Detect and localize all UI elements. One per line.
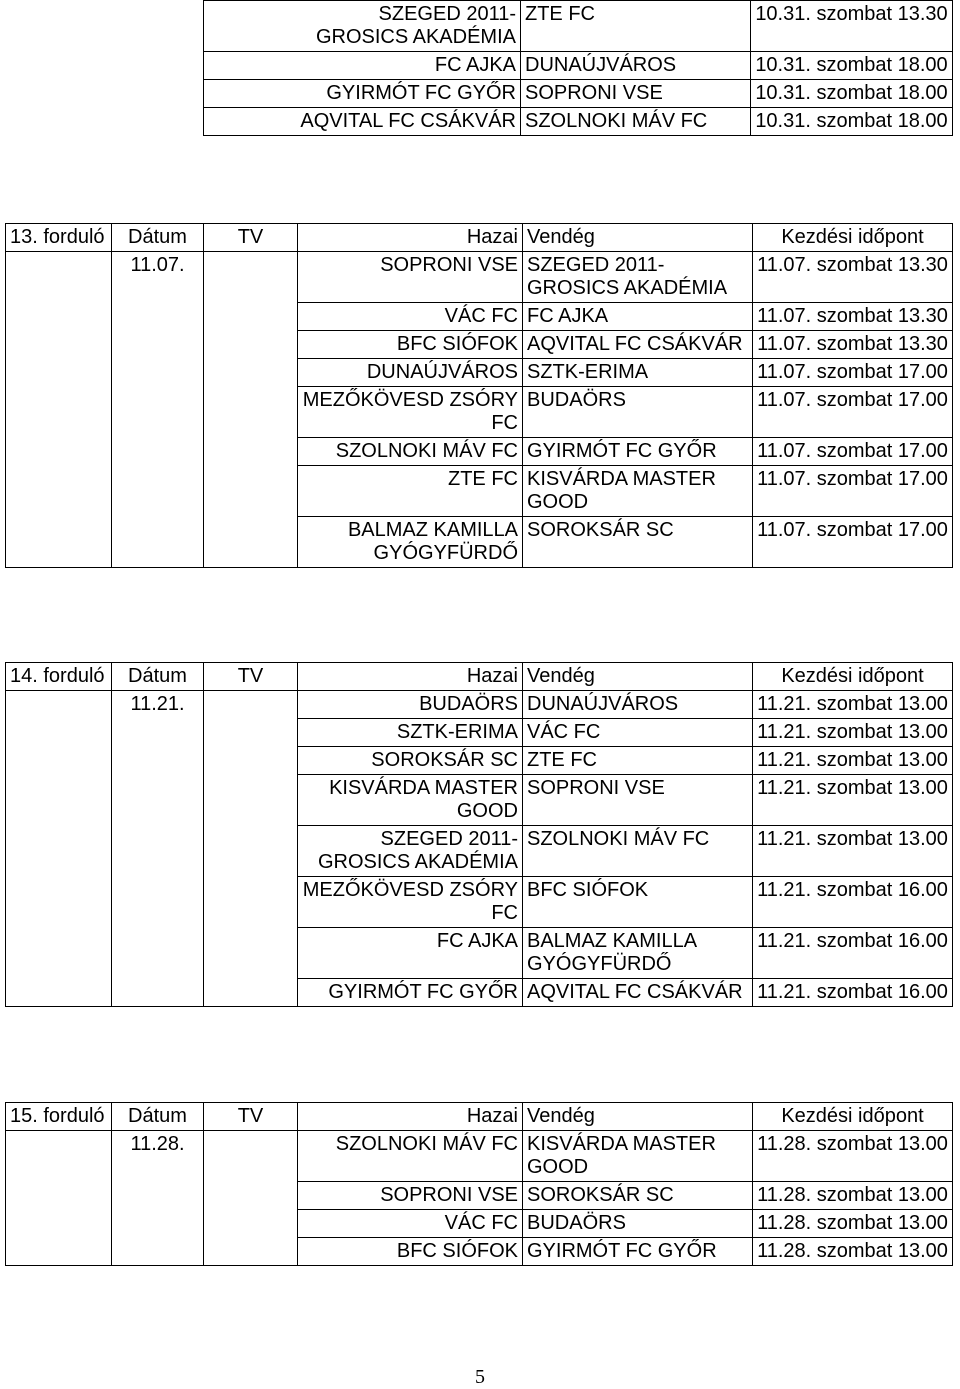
home-team-line: SOROKSÁR SC xyxy=(371,749,518,771)
round-14-table xyxy=(5,662,953,1007)
away-team-line: DUNAÚJVÁROS xyxy=(527,693,679,715)
kickoff-time: 11.07. szombat 17.00 xyxy=(753,387,953,438)
home-header: Hazai xyxy=(298,224,523,252)
home-team xyxy=(298,303,523,331)
home-team-line: SZEGED 2011- xyxy=(380,828,518,850)
kickoff-time: 11.21. szombat 16.00 xyxy=(753,928,953,979)
kickoff-time: 11.21. szombat 13.00 xyxy=(753,747,953,775)
table-row xyxy=(204,108,953,136)
home-team xyxy=(298,877,523,928)
round-15-table xyxy=(5,1102,953,1266)
home-team xyxy=(298,1238,523,1266)
away-team-line: VÁC FC xyxy=(527,721,601,743)
home-team xyxy=(204,108,521,136)
home-team xyxy=(298,252,523,303)
home-team-line: GROSICS AKADÉMIA xyxy=(317,851,518,873)
home-team xyxy=(298,1131,523,1182)
away-header: Vendég xyxy=(523,1103,753,1131)
date-header: Dátum xyxy=(112,224,204,252)
away-team-line: AQVITAL FC CSÁKVÁR xyxy=(527,333,743,355)
table-row xyxy=(6,691,953,719)
away-team-line: BFC SIÓFOK xyxy=(527,879,649,901)
kickoff-time: 10.31. szombat 13.30 xyxy=(751,1,953,52)
home-team xyxy=(298,928,523,979)
away-team xyxy=(523,387,753,438)
kickoff-time: 11.07. szombat 17.00 xyxy=(753,466,953,517)
home-team-line: BALMAZ KAMILLA xyxy=(347,519,518,541)
away-team xyxy=(521,1,751,52)
away-team xyxy=(523,517,753,568)
home-team xyxy=(298,1210,523,1238)
home-team-line: SOPRONI VSE xyxy=(380,1184,518,1206)
home-team xyxy=(204,80,521,108)
away-team-line: SOPRONI VSE xyxy=(525,82,663,104)
match-date: 11.21. xyxy=(112,691,204,1007)
home-team-line: SZTK-ERIMA xyxy=(396,721,518,743)
home-team-line: GYIRMÓT FC GYŐR xyxy=(328,981,518,1003)
away-team xyxy=(523,747,753,775)
kickoff-time: 11.21. szombat 13.00 xyxy=(753,775,953,826)
away-team xyxy=(521,108,751,136)
away-team-line: SOROKSÁR SC xyxy=(527,1184,674,1206)
round-14-body xyxy=(6,663,953,1007)
home-team-line: ZTE FC xyxy=(448,468,518,490)
home-team-line: GYÓGYFÜRDŐ xyxy=(373,542,518,564)
round-label: 14. forduló xyxy=(6,663,112,691)
header-row xyxy=(6,1103,953,1131)
away-team xyxy=(523,775,753,826)
round-15-body xyxy=(6,1103,953,1266)
home-team-line: BFC SIÓFOK xyxy=(396,333,518,355)
round-13-table xyxy=(5,223,953,568)
schedule-table-continued xyxy=(203,0,953,136)
home-team-line: SZEGED 2011- xyxy=(378,3,516,25)
home-team-line: SZOLNOKI MÁV FC xyxy=(335,440,518,462)
kickoff-time: 11.07. szombat 13.30 xyxy=(753,331,953,359)
away-team-line: KISVÁRDA MASTER xyxy=(527,468,716,490)
kickoff-header: Kezdési időpont xyxy=(753,224,953,252)
away-team xyxy=(523,1210,753,1238)
away-team xyxy=(523,331,753,359)
away-team-line: BUDAÖRS xyxy=(527,1212,626,1234)
tv-cell xyxy=(204,691,298,1007)
away-team xyxy=(521,52,751,80)
away-header: Vendég xyxy=(523,224,753,252)
home-team xyxy=(298,331,523,359)
kickoff-time: 11.21. szombat 16.00 xyxy=(753,877,953,928)
home-team-line: BFC SIÓFOK xyxy=(396,1240,518,1262)
home-team-line: SOPRONI VSE xyxy=(380,254,518,276)
away-team xyxy=(521,80,751,108)
away-team-line: SZOLNOKI MÁV FC xyxy=(525,110,708,132)
away-team xyxy=(523,303,753,331)
home-team-line: BUDAÖRS xyxy=(419,693,518,715)
home-team-line: SZOLNOKI MÁV FC xyxy=(335,1133,518,1155)
away-team xyxy=(523,1182,753,1210)
away-team xyxy=(523,466,753,517)
home-header: Hazai xyxy=(298,1103,523,1131)
away-team xyxy=(523,979,753,1007)
home-team xyxy=(298,775,523,826)
round-cell xyxy=(6,252,112,568)
home-team xyxy=(204,52,521,80)
home-team xyxy=(298,466,523,517)
tv-header: TV xyxy=(204,1103,298,1131)
away-team-line: KISVÁRDA MASTER xyxy=(527,1133,716,1155)
kickoff-time: 11.21. szombat 13.00 xyxy=(753,719,953,747)
home-team-line: MEZŐKÖVESD ZSÓRY xyxy=(302,389,518,411)
kickoff-time: 11.28. szombat 13.00 xyxy=(753,1238,953,1266)
home-team xyxy=(298,691,523,719)
home-team-line: FC xyxy=(491,902,518,924)
home-team-line: DUNAÚJVÁROS xyxy=(366,361,518,383)
kickoff-time: 11.21. szombat 13.00 xyxy=(753,826,953,877)
kickoff-time: 10.31. szombat 18.00 xyxy=(751,108,953,136)
away-team xyxy=(523,691,753,719)
away-team-line: SZTK-ERIMA xyxy=(527,361,649,383)
round-13-body xyxy=(6,224,953,568)
home-team-line: GROSICS AKADÉMIA xyxy=(315,26,516,48)
away-team xyxy=(523,1131,753,1182)
away-team-line: GOOD xyxy=(527,1156,589,1178)
home-team-line: KISVÁRDA MASTER xyxy=(329,777,518,799)
away-team-line: SOROKSÁR SC xyxy=(527,519,674,541)
kickoff-time: 11.07. szombat 17.00 xyxy=(753,438,953,466)
home-team xyxy=(204,1,521,52)
away-team-line: GYÓGYFÜRDŐ xyxy=(527,953,672,975)
kickoff-time: 11.07. szombat 13.30 xyxy=(753,252,953,303)
away-team xyxy=(523,719,753,747)
kickoff-time: 11.28. szombat 13.00 xyxy=(753,1131,953,1182)
home-team xyxy=(298,387,523,438)
table-row xyxy=(6,1131,953,1182)
tv-header: TV xyxy=(204,663,298,691)
home-team xyxy=(298,826,523,877)
home-team-line: GOOD xyxy=(456,800,518,822)
header-row xyxy=(6,224,953,252)
home-team xyxy=(298,438,523,466)
away-team-line: GYIRMÓT FC GYŐR xyxy=(527,440,717,462)
tv-cell xyxy=(204,1131,298,1266)
away-team-line: SZOLNOKI MÁV FC xyxy=(527,828,710,850)
home-team-line: FC AJKA xyxy=(434,54,516,76)
table-row xyxy=(204,80,953,108)
away-team-line: BUDAÖRS xyxy=(527,389,626,411)
kickoff-time: 11.07. szombat 13.30 xyxy=(753,303,953,331)
home-team-line: FC xyxy=(491,412,518,434)
kickoff-header: Kezdési időpont xyxy=(753,663,953,691)
home-team-line: GYIRMÓT FC GYŐR xyxy=(326,82,516,104)
home-team-line: FC AJKA xyxy=(436,930,518,952)
kickoff-time: 11.21. szombat 16.00 xyxy=(753,979,953,1007)
kickoff-time: 11.28. szombat 13.00 xyxy=(753,1182,953,1210)
away-team-line: BALMAZ KAMILLA xyxy=(527,930,698,952)
away-team-line: DUNAÚJVÁROS xyxy=(525,54,677,76)
away-team-line: ZTE FC xyxy=(525,3,595,25)
kickoff-time: 11.28. szombat 13.00 xyxy=(753,1210,953,1238)
home-team xyxy=(298,359,523,387)
kickoff-time: 10.31. szombat 18.00 xyxy=(751,80,953,108)
match-date: 11.28. xyxy=(112,1131,204,1266)
away-team-line: GROSICS AKADÉMIA xyxy=(527,277,728,299)
away-team xyxy=(523,252,753,303)
home-team xyxy=(298,719,523,747)
away-team xyxy=(523,826,753,877)
away-team-line: GYIRMÓT FC GYŐR xyxy=(527,1240,717,1262)
away-team xyxy=(523,1238,753,1266)
home-header: Hazai xyxy=(298,663,523,691)
round-label: 13. forduló xyxy=(6,224,112,252)
header-row xyxy=(6,663,953,691)
away-team-line: SZEGED 2011- xyxy=(527,254,665,276)
round-cell xyxy=(6,691,112,1007)
tv-header: TV xyxy=(204,224,298,252)
away-team-line: AQVITAL FC CSÁKVÁR xyxy=(527,981,743,1003)
table-row xyxy=(204,52,953,80)
away-team xyxy=(523,438,753,466)
away-team xyxy=(523,928,753,979)
kickoff-time: 10.31. szombat 18.00 xyxy=(751,52,953,80)
round-label: 15. forduló xyxy=(6,1103,112,1131)
home-team xyxy=(298,517,523,568)
page-number: 5 xyxy=(475,1366,485,1388)
tv-cell xyxy=(204,252,298,568)
home-team-line: MEZŐKÖVESD ZSÓRY xyxy=(302,879,518,901)
away-team xyxy=(523,877,753,928)
away-header: Vendég xyxy=(523,663,753,691)
home-team-line: VÁC FC xyxy=(444,305,518,327)
date-header: Dátum xyxy=(112,663,204,691)
schedule-body xyxy=(204,1,953,136)
round-cell xyxy=(6,1131,112,1266)
date-header: Dátum xyxy=(112,1103,204,1131)
away-team xyxy=(523,359,753,387)
home-team-line: AQVITAL FC CSÁKVÁR xyxy=(300,110,516,132)
away-team-line: ZTE FC xyxy=(527,749,597,771)
table-row xyxy=(204,1,953,52)
home-team-line: VÁC FC xyxy=(444,1212,518,1234)
table-row xyxy=(6,252,953,303)
kickoff-time: 11.07. szombat 17.00 xyxy=(753,359,953,387)
away-team-line: GOOD xyxy=(527,491,589,513)
home-team xyxy=(298,747,523,775)
kickoff-header: Kezdési időpont xyxy=(753,1103,953,1131)
away-team-line: SOPRONI VSE xyxy=(527,777,665,799)
home-team xyxy=(298,1182,523,1210)
kickoff-time: 11.07. szombat 17.00 xyxy=(753,517,953,568)
kickoff-time: 11.21. szombat 13.00 xyxy=(753,691,953,719)
away-team-line: FC AJKA xyxy=(527,305,609,327)
home-team xyxy=(298,979,523,1007)
match-date: 11.07. xyxy=(112,252,204,568)
